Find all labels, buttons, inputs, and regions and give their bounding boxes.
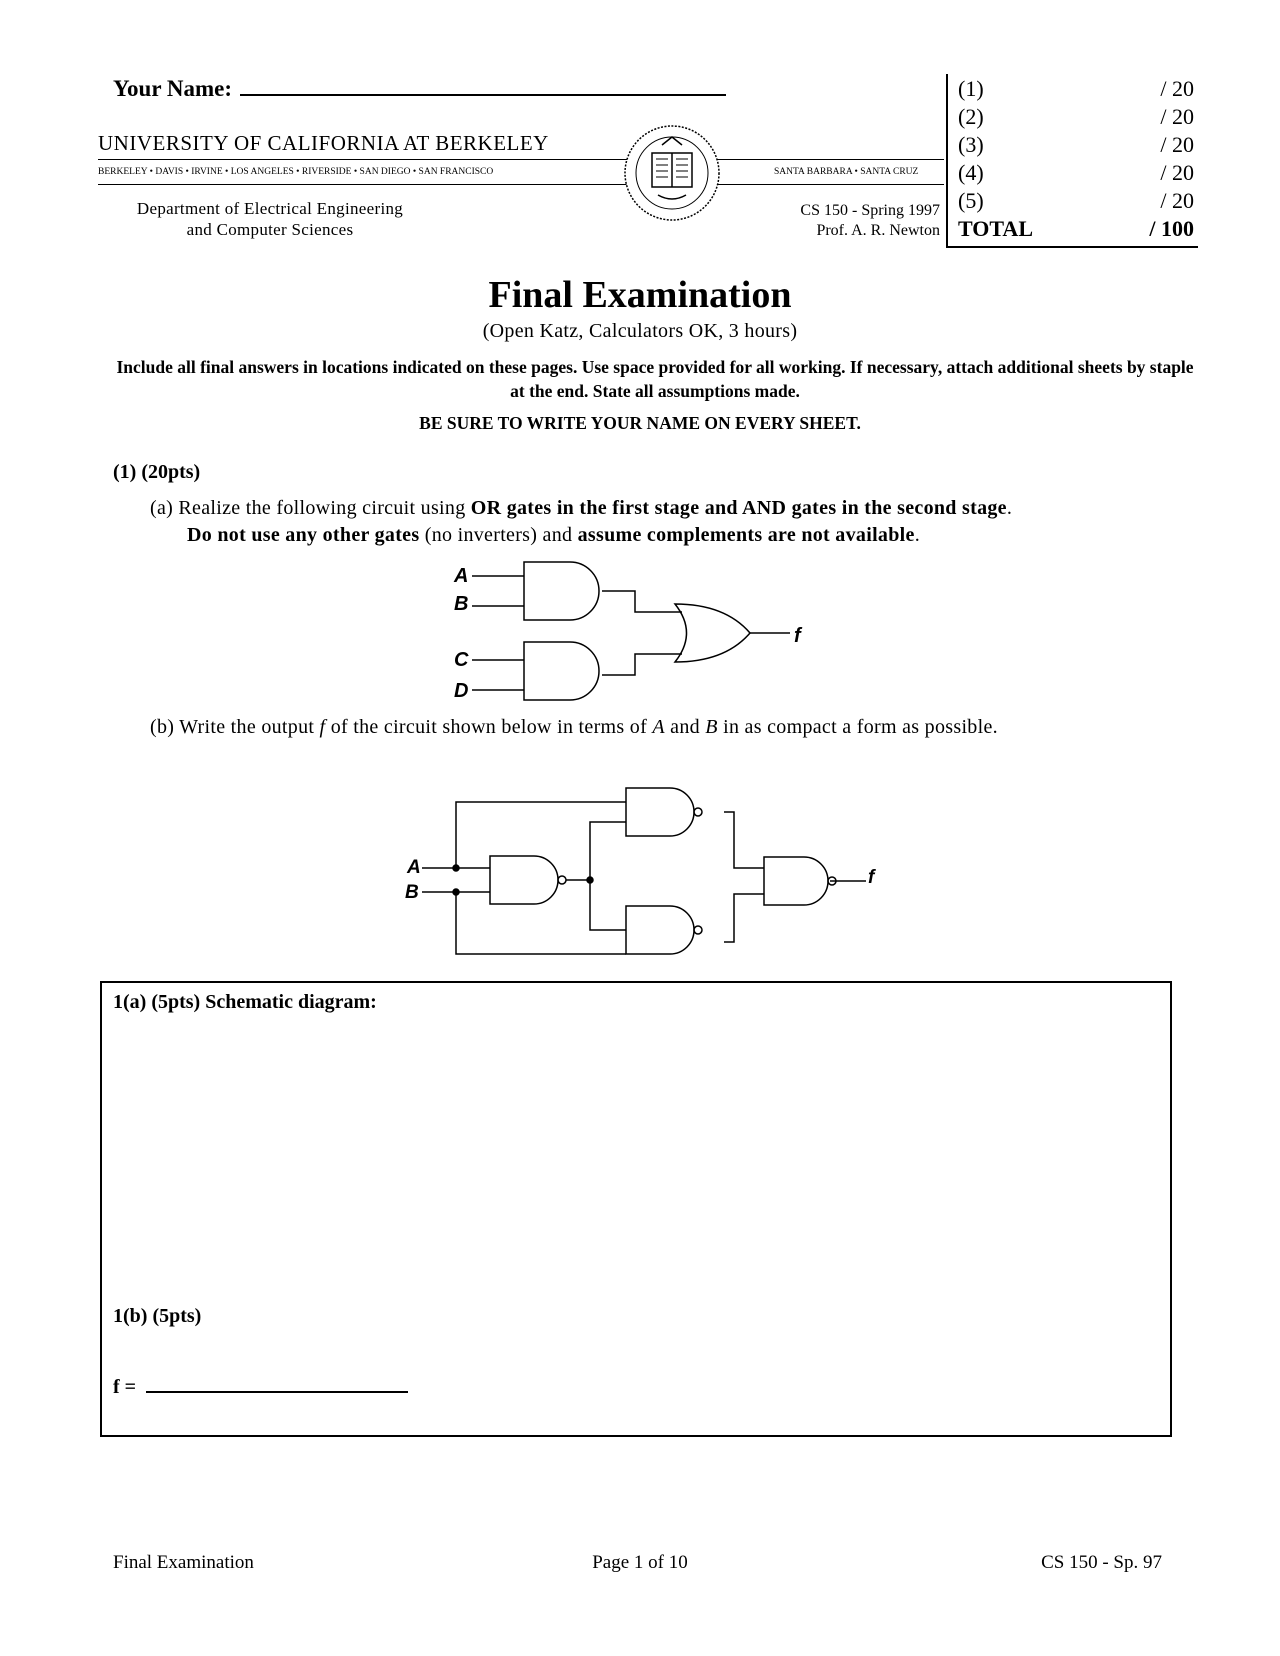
circuit-b-label-f: f (868, 867, 875, 888)
answer-1b-label: 1(b) (5pts) (113, 1305, 202, 1327)
footer-page-number: Page 1 of 10 (592, 1552, 688, 1573)
score-row-2: (2) / 20 (958, 104, 1194, 129)
answer-box[interactable] (100, 981, 1172, 1437)
part-b-prefix: (b) Write the output (150, 716, 320, 738)
score-table (946, 74, 1198, 248)
circuit-a-label-f: f (794, 625, 801, 647)
name-reminder: BE SURE TO WRITE YOUR NAME ON EVERY SHEET. (419, 413, 861, 433)
exam-subtitle: (Open Katz, Calculators OK, 3 hours) (482, 320, 798, 342)
campus-list-left: BERKELEY • DAVIS • IRVINE • LOS ANGELES • RIVERSIDE • SAN DIEGO • SAN FRANCISCO (98, 167, 494, 177)
or-gate-icon (675, 604, 750, 662)
junction-a (453, 865, 459, 871)
answer-1a-label: 1(a) (5pts) Schematic diagram: (113, 991, 377, 1013)
nand-gate-bottom-icon (626, 906, 694, 954)
circuit-a-label-d: D (454, 680, 469, 702)
campus-list-right: SANTA BARBARA • SANTA CRUZ (774, 167, 919, 177)
junction-mid (587, 877, 593, 883)
nand-gate-output-icon (764, 857, 828, 905)
score-row-5: (5) / 20 (958, 188, 1194, 213)
circuit-b-diagram (400, 782, 890, 962)
score-row-4: (4) / 20 (958, 160, 1194, 185)
question1-part-b (150, 716, 1230, 739)
nand-gate-top-icon (626, 788, 694, 836)
university-name: UNIVERSITY OF CALIFORNIA AT BERKELEY (98, 131, 549, 155)
score-row-1: (1) / 20 (958, 76, 1194, 101)
footer-right: CS 150 - Sp. 97 (1041, 1552, 1162, 1573)
score-row-3: (3) / 20 (958, 132, 1194, 157)
exam-instructions: Include all final answers in locations indicated on these pages. Use space provided for all working. If necessary, attach additional sheets by staple at the end. State all assumptions made. (116, 357, 1194, 401)
circuit-b-wires (422, 802, 866, 954)
and-gate-top-icon (524, 562, 599, 620)
course-name: CS 150 - Spring 1997 (800, 202, 940, 219)
name-label: Your Name: (113, 76, 233, 101)
university-seal-icon (622, 123, 722, 223)
part-b-mid1: of the circuit shown below in terms of (325, 716, 653, 738)
circuit-a-label-c: C (454, 649, 469, 671)
name-field[interactable] (113, 74, 726, 102)
circuit-b-label-a: A (407, 857, 421, 878)
part-a-prefix: (a) Realize the following circuit using (150, 497, 471, 519)
question1-heading: (1) (20pts) (113, 461, 201, 483)
circuit-a-label-a: A (454, 565, 469, 587)
answer-f-label: f = (113, 1376, 137, 1398)
circuit-a-label-b: B (454, 593, 469, 615)
part-b-b: B (705, 716, 718, 738)
part-a-bold3: assume complements are not available (577, 524, 915, 546)
answer-f-field[interactable] (113, 1373, 408, 1399)
department-line2: and Computer Sciences (186, 220, 354, 239)
score-row-total: TOTAL / 100 (958, 216, 1194, 241)
department (110, 198, 430, 240)
footer-left: Final Examination (113, 1552, 254, 1573)
header-rule-bottom (98, 184, 944, 185)
part-b-a: A (652, 716, 665, 738)
part-a-end: . (914, 524, 920, 546)
nand-gate-input-icon (490, 856, 558, 904)
header-rule-top (98, 159, 944, 160)
part-a-mid2: (no inverters) and (419, 524, 578, 546)
part-a-mid1: . (1006, 497, 1013, 519)
junction-b (453, 889, 459, 895)
part-b-end: in as compact a form as possible. (717, 716, 998, 738)
circuit-a-diagram (454, 562, 820, 702)
question1-part-a (150, 495, 1210, 549)
department-line1: Department of Electrical Engineering (136, 199, 404, 218)
circuit-a-wires (472, 576, 790, 690)
circuit-b-label-b: B (405, 882, 419, 903)
name-blank[interactable] (240, 74, 726, 96)
part-a-bold1: OR gates in the first stage and AND gates in the second stage (470, 497, 1007, 519)
and-gate-bottom-icon (524, 642, 599, 700)
part-b-mid2: and (664, 716, 706, 738)
answer-f-blank[interactable] (146, 1373, 408, 1393)
exam-title: Final Examination (488, 274, 792, 316)
professor-name: Prof. A. R. Newton (816, 222, 940, 239)
course-info (740, 201, 940, 241)
part-a-bold2: Do not use any other gates (187, 524, 420, 546)
part-b-f: f (319, 716, 326, 738)
